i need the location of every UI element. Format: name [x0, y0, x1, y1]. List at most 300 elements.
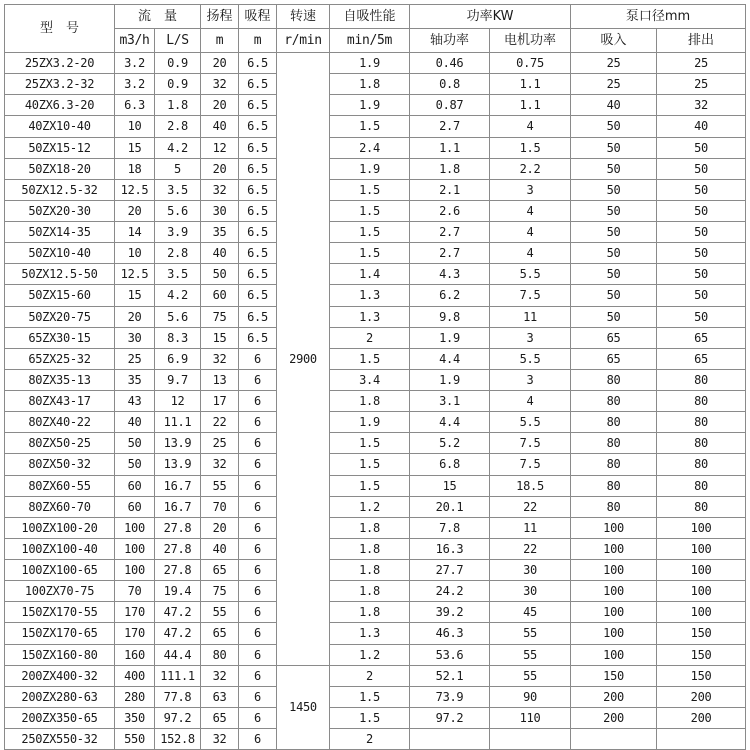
cell-outlet: 25 [657, 53, 746, 74]
cell-outlet: 100 [657, 560, 746, 581]
cell-flow-m3h: 18 [115, 158, 155, 179]
cell-shaft-power: 1.9 [410, 369, 490, 390]
cell-head: 20 [201, 53, 239, 74]
cell-shaft-power: 0.46 [410, 53, 490, 74]
table-row [5, 686, 746, 707]
table-row [5, 74, 746, 95]
cell-outlet: 80 [657, 412, 746, 433]
cell-head: 75 [201, 581, 239, 602]
cell-self-priming: 1.8 [330, 391, 410, 412]
cell-suction-lift: 6 [239, 707, 277, 728]
cell-flow-m3h: 100 [115, 517, 155, 538]
cell-suction-lift: 6 [239, 538, 277, 559]
cell-head: 32 [201, 348, 239, 369]
cell-flow-m3h: 6.3 [115, 95, 155, 116]
cell-flow-ls: 3.5 [155, 264, 201, 285]
cell-inlet: 50 [571, 137, 657, 158]
cell-suction-lift: 6 [239, 729, 277, 750]
header-suction-lift: 吸程 [239, 5, 277, 29]
cell-flow-m3h: 20 [115, 306, 155, 327]
cell-head: 40 [201, 538, 239, 559]
header-model: 型 号 [5, 5, 115, 53]
cell-flow-m3h: 100 [115, 538, 155, 559]
table-row [5, 243, 746, 264]
cell-motor-power: 30 [490, 581, 571, 602]
cell-inlet: 100 [571, 560, 657, 581]
cell-inlet: 80 [571, 369, 657, 390]
cell-flow-ls: 47.2 [155, 623, 201, 644]
cell-model: 40ZX6.3-20 [5, 95, 115, 116]
cell-model: 150ZX160-80 [5, 644, 115, 665]
cell-model: 65ZX30-15 [5, 327, 115, 348]
table-row [5, 623, 746, 644]
table-row [5, 602, 746, 623]
cell-self-priming: 1.8 [330, 560, 410, 581]
cell-self-priming: 1.5 [330, 475, 410, 496]
cell-motor-power: 11 [490, 306, 571, 327]
cell-inlet: 100 [571, 644, 657, 665]
cell-suction-lift: 6 [239, 581, 277, 602]
cell-motor-power: 1.1 [490, 74, 571, 95]
cell-model: 50ZX18-20 [5, 158, 115, 179]
table-row [5, 264, 746, 285]
table-row [5, 158, 746, 179]
cell-suction-lift: 6 [239, 517, 277, 538]
cell-flow-ls: 16.7 [155, 496, 201, 517]
cell-flow-m3h: 35 [115, 369, 155, 390]
cell-flow-m3h: 160 [115, 644, 155, 665]
cell-suction-lift: 6 [239, 560, 277, 581]
cell-inlet: 50 [571, 222, 657, 243]
cell-suction-lift: 6 [239, 412, 277, 433]
cell-head: 17 [201, 391, 239, 412]
cell-flow-m3h: 43 [115, 391, 155, 412]
header-speed: 转速 [277, 5, 330, 29]
cell-flow-ls: 19.4 [155, 581, 201, 602]
cell-model: 50ZX15-60 [5, 285, 115, 306]
cell-flow-ls: 0.9 [155, 74, 201, 95]
cell-head: 80 [201, 644, 239, 665]
cell-motor-power: 90 [490, 686, 571, 707]
cell-suction-lift: 6 [239, 623, 277, 644]
cell-inlet: 50 [571, 306, 657, 327]
cell-outlet: 50 [657, 158, 746, 179]
cell-motor-power: 7.5 [490, 433, 571, 454]
cell-suction-lift: 6 [239, 665, 277, 686]
table-row [5, 665, 746, 686]
table-row [5, 454, 746, 475]
table-row [5, 560, 746, 581]
table-row [5, 53, 746, 74]
cell-shaft-power: 7.8 [410, 517, 490, 538]
cell-motor-power: 3 [490, 327, 571, 348]
cell-self-priming: 1.5 [330, 707, 410, 728]
cell-flow-m3h: 350 [115, 707, 155, 728]
cell-head: 32 [201, 729, 239, 750]
cell-self-priming: 1.5 [330, 433, 410, 454]
cell-inlet: 50 [571, 200, 657, 221]
cell-head: 40 [201, 243, 239, 264]
cell-self-priming: 1.5 [330, 348, 410, 369]
table-row [5, 116, 746, 137]
cell-head: 55 [201, 475, 239, 496]
cell-flow-ls: 2.8 [155, 116, 201, 137]
cell-flow-m3h: 170 [115, 602, 155, 623]
cell-shaft-power: 1.9 [410, 327, 490, 348]
cell-motor-power: 4 [490, 243, 571, 264]
cell-outlet: 80 [657, 369, 746, 390]
subheader-self-priming-unit: min/5m [330, 29, 410, 53]
table-row [5, 306, 746, 327]
cell-outlet: 50 [657, 285, 746, 306]
table-row [5, 538, 746, 559]
cell-motor-power: 55 [490, 644, 571, 665]
cell-flow-m3h: 170 [115, 623, 155, 644]
cell-model: 150ZX170-55 [5, 602, 115, 623]
cell-shaft-power: 39.2 [410, 602, 490, 623]
cell-self-priming: 1.4 [330, 264, 410, 285]
cell-inlet [571, 729, 657, 750]
cell-shaft-power: 97.2 [410, 707, 490, 728]
cell-model: 65ZX25-32 [5, 348, 115, 369]
cell-self-priming: 1.8 [330, 517, 410, 538]
table-row [5, 707, 746, 728]
cell-head: 20 [201, 95, 239, 116]
cell-inlet: 150 [571, 665, 657, 686]
table-row [5, 200, 746, 221]
cell-model: 50ZX20-75 [5, 306, 115, 327]
cell-shaft-power: 16.3 [410, 538, 490, 559]
cell-shaft-power: 1.1 [410, 137, 490, 158]
cell-flow-m3h: 40 [115, 412, 155, 433]
cell-head: 65 [201, 560, 239, 581]
cell-outlet: 80 [657, 475, 746, 496]
cell-suction-lift: 6 [239, 369, 277, 390]
cell-shaft-power: 2.7 [410, 116, 490, 137]
subheader-inlet: 吸入 [571, 29, 657, 53]
cell-self-priming: 1.9 [330, 53, 410, 74]
cell-flow-m3h: 20 [115, 200, 155, 221]
cell-flow-ls: 27.8 [155, 538, 201, 559]
cell-flow-ls: 4.2 [155, 137, 201, 158]
cell-motor-power: 5.5 [490, 412, 571, 433]
cell-shaft-power: 6.2 [410, 285, 490, 306]
cell-flow-ls: 5 [155, 158, 201, 179]
cell-outlet [657, 729, 746, 750]
cell-outlet: 80 [657, 433, 746, 454]
cell-flow-ls: 152.8 [155, 729, 201, 750]
table-row [5, 327, 746, 348]
subheader-shaft-power: 轴功率 [410, 29, 490, 53]
cell-flow-ls: 1.8 [155, 95, 201, 116]
cell-motor-power: 4 [490, 200, 571, 221]
cell-motor-power: 1.1 [490, 95, 571, 116]
cell-self-priming: 1.8 [330, 74, 410, 95]
cell-self-priming: 1.8 [330, 602, 410, 623]
cell-flow-m3h: 3.2 [115, 74, 155, 95]
cell-head: 75 [201, 306, 239, 327]
cell-model: 80ZX40-22 [5, 412, 115, 433]
cell-head: 13 [201, 369, 239, 390]
cell-suction-lift: 6.5 [239, 264, 277, 285]
table-row [5, 348, 746, 369]
cell-flow-ls: 27.8 [155, 517, 201, 538]
cell-self-priming: 1.2 [330, 496, 410, 517]
cell-outlet: 32 [657, 95, 746, 116]
table-row [5, 644, 746, 665]
cell-inlet: 40 [571, 95, 657, 116]
cell-outlet: 50 [657, 200, 746, 221]
table-row [5, 496, 746, 517]
cell-outlet: 100 [657, 517, 746, 538]
cell-head: 30 [201, 200, 239, 221]
cell-self-priming: 2.4 [330, 137, 410, 158]
cell-self-priming: 2 [330, 665, 410, 686]
cell-flow-ls: 27.8 [155, 560, 201, 581]
cell-motor-power: 7.5 [490, 454, 571, 475]
cell-suction-lift: 6.5 [239, 179, 277, 200]
cell-outlet: 100 [657, 538, 746, 559]
cell-flow-ls: 97.2 [155, 707, 201, 728]
cell-head: 20 [201, 158, 239, 179]
cell-head: 70 [201, 496, 239, 517]
cell-inlet: 50 [571, 264, 657, 285]
cell-outlet: 150 [657, 644, 746, 665]
cell-head: 50 [201, 264, 239, 285]
subheader-outlet: 排出 [657, 29, 746, 53]
cell-shaft-power: 52.1 [410, 665, 490, 686]
cell-flow-m3h: 12.5 [115, 179, 155, 200]
cell-inlet: 25 [571, 53, 657, 74]
cell-model: 100ZX100-40 [5, 538, 115, 559]
cell-model: 80ZX50-32 [5, 454, 115, 475]
cell-inlet: 100 [571, 623, 657, 644]
cell-self-priming: 1.8 [330, 538, 410, 559]
cell-outlet: 50 [657, 137, 746, 158]
cell-shaft-power: 4.3 [410, 264, 490, 285]
cell-head: 60 [201, 285, 239, 306]
cell-shaft-power: 5.2 [410, 433, 490, 454]
cell-flow-ls: 12 [155, 391, 201, 412]
cell-flow-ls: 0.9 [155, 53, 201, 74]
cell-suction-lift: 6.5 [239, 200, 277, 221]
cell-suction-lift: 6.5 [239, 158, 277, 179]
cell-flow-m3h: 100 [115, 560, 155, 581]
cell-model: 150ZX170-65 [5, 623, 115, 644]
cell-shaft-power: 27.7 [410, 560, 490, 581]
table-row [5, 433, 746, 454]
cell-suction-lift: 6.5 [239, 74, 277, 95]
cell-motor-power: 30 [490, 560, 571, 581]
cell-outlet: 40 [657, 116, 746, 137]
cell-motor-power: 22 [490, 496, 571, 517]
cell-suction-lift: 6.5 [239, 53, 277, 74]
cell-self-priming: 1.5 [330, 243, 410, 264]
cell-self-priming: 1.9 [330, 95, 410, 116]
cell-suction-lift: 6 [239, 644, 277, 665]
cell-self-priming: 1.5 [330, 200, 410, 221]
cell-suction-lift: 6 [239, 475, 277, 496]
cell-flow-m3h: 50 [115, 454, 155, 475]
cell-head: 32 [201, 665, 239, 686]
table-row [5, 95, 746, 116]
cell-self-priming: 1.5 [330, 179, 410, 200]
cell-inlet: 80 [571, 454, 657, 475]
cell-model: 100ZX70-75 [5, 581, 115, 602]
cell-motor-power: 4 [490, 222, 571, 243]
subheader-head-unit: m [201, 29, 239, 53]
cell-suction-lift: 6 [239, 348, 277, 369]
cell-flow-ls: 6.9 [155, 348, 201, 369]
cell-model: 200ZX400-32 [5, 665, 115, 686]
table-row [5, 729, 746, 750]
cell-flow-ls: 2.8 [155, 243, 201, 264]
cell-flow-m3h: 15 [115, 285, 155, 306]
cell-outlet: 200 [657, 707, 746, 728]
cell-motor-power: 11 [490, 517, 571, 538]
cell-shaft-power: 2.7 [410, 222, 490, 243]
cell-flow-ls: 13.9 [155, 454, 201, 475]
cell-inlet: 50 [571, 158, 657, 179]
cell-inlet: 200 [571, 707, 657, 728]
cell-shaft-power: 2.7 [410, 243, 490, 264]
header-head: 扬程 [201, 5, 239, 29]
cell-inlet: 50 [571, 116, 657, 137]
cell-head: 12 [201, 137, 239, 158]
cell-head: 65 [201, 707, 239, 728]
cell-outlet: 80 [657, 454, 746, 475]
cell-motor-power: 0.75 [490, 53, 571, 74]
cell-motor-power: 4 [490, 391, 571, 412]
cell-flow-ls: 3.9 [155, 222, 201, 243]
cell-flow-ls: 13.9 [155, 433, 201, 454]
cell-inlet: 80 [571, 433, 657, 454]
cell-inlet: 25 [571, 74, 657, 95]
cell-flow-m3h: 60 [115, 496, 155, 517]
cell-self-priming: 1.9 [330, 158, 410, 179]
cell-flow-ls: 11.1 [155, 412, 201, 433]
cell-motor-power: 45 [490, 602, 571, 623]
cell-flow-m3h: 25 [115, 348, 155, 369]
cell-self-priming: 1.5 [330, 116, 410, 137]
cell-model: 100ZX100-65 [5, 560, 115, 581]
cell-flow-ls: 44.4 [155, 644, 201, 665]
cell-inlet: 100 [571, 581, 657, 602]
cell-suction-lift: 6 [239, 391, 277, 412]
cell-speed: 2900 [277, 53, 330, 666]
cell-suction-lift: 6 [239, 496, 277, 517]
cell-shaft-power: 0.87 [410, 95, 490, 116]
cell-flow-m3h: 280 [115, 686, 155, 707]
cell-model: 80ZX60-55 [5, 475, 115, 496]
cell-flow-ls: 3.5 [155, 179, 201, 200]
cell-suction-lift: 6.5 [239, 137, 277, 158]
cell-model: 50ZX12.5-50 [5, 264, 115, 285]
table-row [5, 475, 746, 496]
cell-inlet: 65 [571, 327, 657, 348]
cell-motor-power: 55 [490, 623, 571, 644]
cell-shaft-power: 73.9 [410, 686, 490, 707]
cell-model: 80ZX35-13 [5, 369, 115, 390]
cell-model: 100ZX100-20 [5, 517, 115, 538]
cell-model: 25ZX3.2-20 [5, 53, 115, 74]
table-row [5, 581, 746, 602]
cell-head: 32 [201, 74, 239, 95]
cell-flow-ls: 4.2 [155, 285, 201, 306]
cell-outlet: 65 [657, 327, 746, 348]
cell-head: 63 [201, 686, 239, 707]
cell-shaft-power: 3.1 [410, 391, 490, 412]
cell-outlet: 50 [657, 306, 746, 327]
cell-self-priming: 1.3 [330, 623, 410, 644]
table-row [5, 517, 746, 538]
cell-model: 50ZX15-12 [5, 137, 115, 158]
cell-outlet: 25 [657, 74, 746, 95]
cell-outlet: 50 [657, 243, 746, 264]
cell-model: 50ZX14-35 [5, 222, 115, 243]
subheader-flow-ls: L/S [155, 29, 201, 53]
cell-self-priming: 1.8 [330, 581, 410, 602]
cell-motor-power: 3 [490, 179, 571, 200]
cell-head: 40 [201, 116, 239, 137]
header-flow: 流 量 [115, 5, 201, 29]
cell-outlet: 150 [657, 665, 746, 686]
cell-inlet: 80 [571, 496, 657, 517]
cell-speed: 1450 [277, 665, 330, 750]
cell-model: 80ZX50-25 [5, 433, 115, 454]
cell-flow-ls: 5.6 [155, 306, 201, 327]
table-row [5, 369, 746, 390]
cell-head: 32 [201, 179, 239, 200]
cell-outlet: 100 [657, 581, 746, 602]
cell-self-priming: 3.4 [330, 369, 410, 390]
header-power: 功率KW [410, 5, 571, 29]
table-body [5, 53, 746, 750]
cell-flow-ls: 5.6 [155, 200, 201, 221]
cell-flow-ls: 77.8 [155, 686, 201, 707]
cell-shaft-power: 0.8 [410, 74, 490, 95]
cell-motor-power: 5.5 [490, 264, 571, 285]
cell-head: 32 [201, 454, 239, 475]
cell-model: 200ZX350-65 [5, 707, 115, 728]
cell-outlet: 65 [657, 348, 746, 369]
cell-shaft-power: 24.2 [410, 581, 490, 602]
cell-self-priming: 1.5 [330, 454, 410, 475]
cell-model: 25ZX3.2-32 [5, 74, 115, 95]
cell-suction-lift: 6.5 [239, 327, 277, 348]
cell-head: 22 [201, 412, 239, 433]
cell-shaft-power: 4.4 [410, 348, 490, 369]
cell-outlet: 50 [657, 222, 746, 243]
cell-inlet: 100 [571, 517, 657, 538]
cell-flow-m3h: 60 [115, 475, 155, 496]
cell-self-priming: 2 [330, 729, 410, 750]
cell-model: 80ZX43-17 [5, 391, 115, 412]
cell-suction-lift: 6 [239, 454, 277, 475]
cell-motor-power: 7.5 [490, 285, 571, 306]
subheader-motor-power: 电机功率 [490, 29, 571, 53]
cell-motor-power: 18.5 [490, 475, 571, 496]
subheader-suction-unit: m [239, 29, 277, 53]
cell-outlet: 50 [657, 179, 746, 200]
cell-model: 250ZX550-32 [5, 729, 115, 750]
cell-flow-ls: 9.7 [155, 369, 201, 390]
cell-self-priming: 1.9 [330, 412, 410, 433]
cell-shaft-power: 1.8 [410, 158, 490, 179]
cell-inlet: 100 [571, 538, 657, 559]
cell-flow-m3h: 3.2 [115, 53, 155, 74]
subheader-flow-m3h: m3/h [115, 29, 155, 53]
